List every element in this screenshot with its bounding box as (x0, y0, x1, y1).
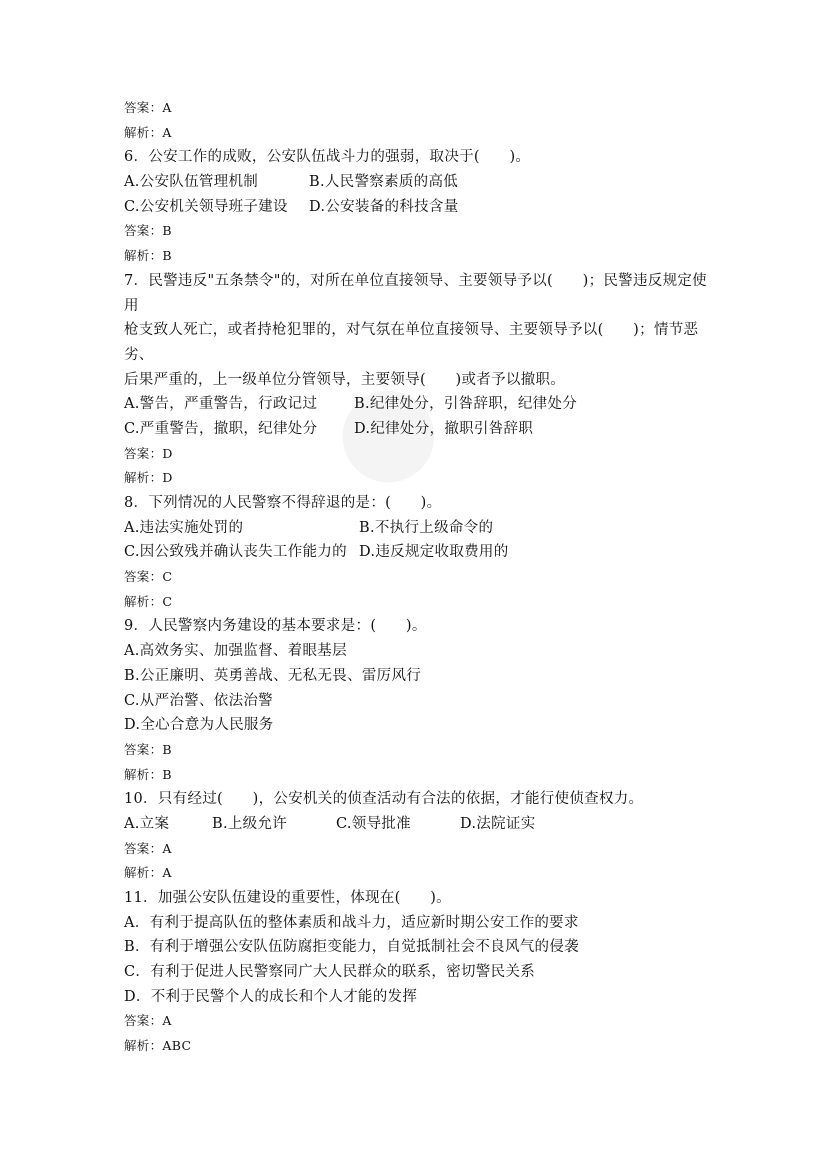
option-text: D.违反规定收取费用的 (359, 544, 509, 561)
text-line: 解析：ABC (124, 1038, 192, 1054)
text-line: 答案：D (124, 445, 173, 461)
option-row (124, 540, 714, 565)
option-text: A.公安队伍管理机制 (124, 174, 259, 191)
option-text: B.人民警察素质的高低 (309, 174, 459, 191)
text-line: A．有利于提高队伍的整体素质和战斗力，适应新时期公安工作的要求 (124, 914, 579, 931)
option-text: C.严重警告，撤职，纪律处分 (124, 420, 318, 437)
text-line: 11．加强公安队伍建设的重要性，体现在( )。 (124, 890, 451, 906)
option-text: A.警告，严重警告，行政记过 (124, 396, 318, 413)
text-line: 9．人民警察内务建设的基本要求是：( )。 (124, 618, 427, 635)
option-text: A.违法实施处罚的 (124, 519, 244, 536)
text-line: 解析：B (124, 248, 172, 264)
option-row (124, 170, 714, 195)
text-line: 解析：B (124, 766, 172, 782)
text-line: C.从严治警、依法治警 (124, 692, 273, 709)
option-text: B.上级允许 (212, 815, 288, 832)
option-row (124, 417, 714, 442)
option-text: B.纪律处分，引咎辞职，纪律处分 (354, 396, 578, 413)
text-line: 答案：B (124, 741, 172, 757)
question-content (124, 96, 714, 1059)
text-line: 10．只有经过( )，公安机关的侦查活动有合法的依据，才能行使侦查权力。 (124, 791, 644, 808)
text-line: A.高效务实、加强监督、着眼基层 (124, 643, 347, 660)
text-line: 7．民警违反"五条禁令"的，对所在单位直接领导、主要领导予以( )；民警违反规定使 (124, 272, 707, 289)
option-text: D.纪律处分，撤职引咎辞职 (354, 420, 534, 437)
option-text: C.公安机关领导班子建设 (124, 198, 288, 215)
text-line: 答案：C (124, 569, 173, 585)
text-line: 8．下列情况的人民警察不得辞退的是：( )。 (124, 495, 442, 511)
text-line: C．有利于促进人民警察同广大人民群众的联系，密切警民关系 (124, 964, 535, 981)
text-line: D.全心合意为人民服务 (124, 717, 274, 734)
option-text: D.公安装备的科技含量 (309, 198, 459, 215)
text-line: 劣、 (124, 346, 154, 363)
text-line: 6．公安工作的成败，公安队伍战斗力的强弱，取决于( )。 (124, 149, 531, 166)
option-text: B.不执行上级命令的 (359, 519, 494, 536)
option-row (124, 516, 714, 541)
text-line: 后果严重的，上一级单位分管领导，主要领导( )或者予以撤职。 (124, 371, 566, 388)
option-text: C.领导批准 (336, 815, 411, 832)
option-row (124, 812, 714, 837)
option-row (124, 195, 714, 220)
text-line: B．有利于增强公安队伍防腐拒变能力，自觉抵制社会不良风气的侵袭 (124, 939, 579, 956)
text-line: D．不利于民警个人的成长和个人才能的发挥 (124, 988, 418, 1005)
option-row (124, 392, 714, 417)
text-line: 答案：A (124, 1013, 172, 1029)
text-line: 解析：A (124, 124, 172, 140)
text-line: 答案：B (124, 223, 172, 239)
text-line: 解析：A (124, 865, 172, 881)
text-line: 答案：A (124, 100, 172, 115)
option-text: A.立案 (124, 815, 170, 832)
text-line: 答案：A (124, 840, 172, 856)
option-text: D.法院证实 (460, 815, 536, 832)
text-line: 枪支致人死亡，或者持枪犯罪的，对气氛在单位直接领导、主要领导予以( )；情节恶 (124, 322, 699, 339)
text-line: 解析：C (124, 593, 173, 609)
option-text: C.因公致残并确认丧失工作能力的 (124, 544, 347, 561)
text-line: 用 (124, 297, 139, 314)
text-line: 解析：D (124, 470, 173, 486)
text-line: B.公正廉明、英勇善战、无私无畏、雷厉风行 (124, 667, 422, 684)
